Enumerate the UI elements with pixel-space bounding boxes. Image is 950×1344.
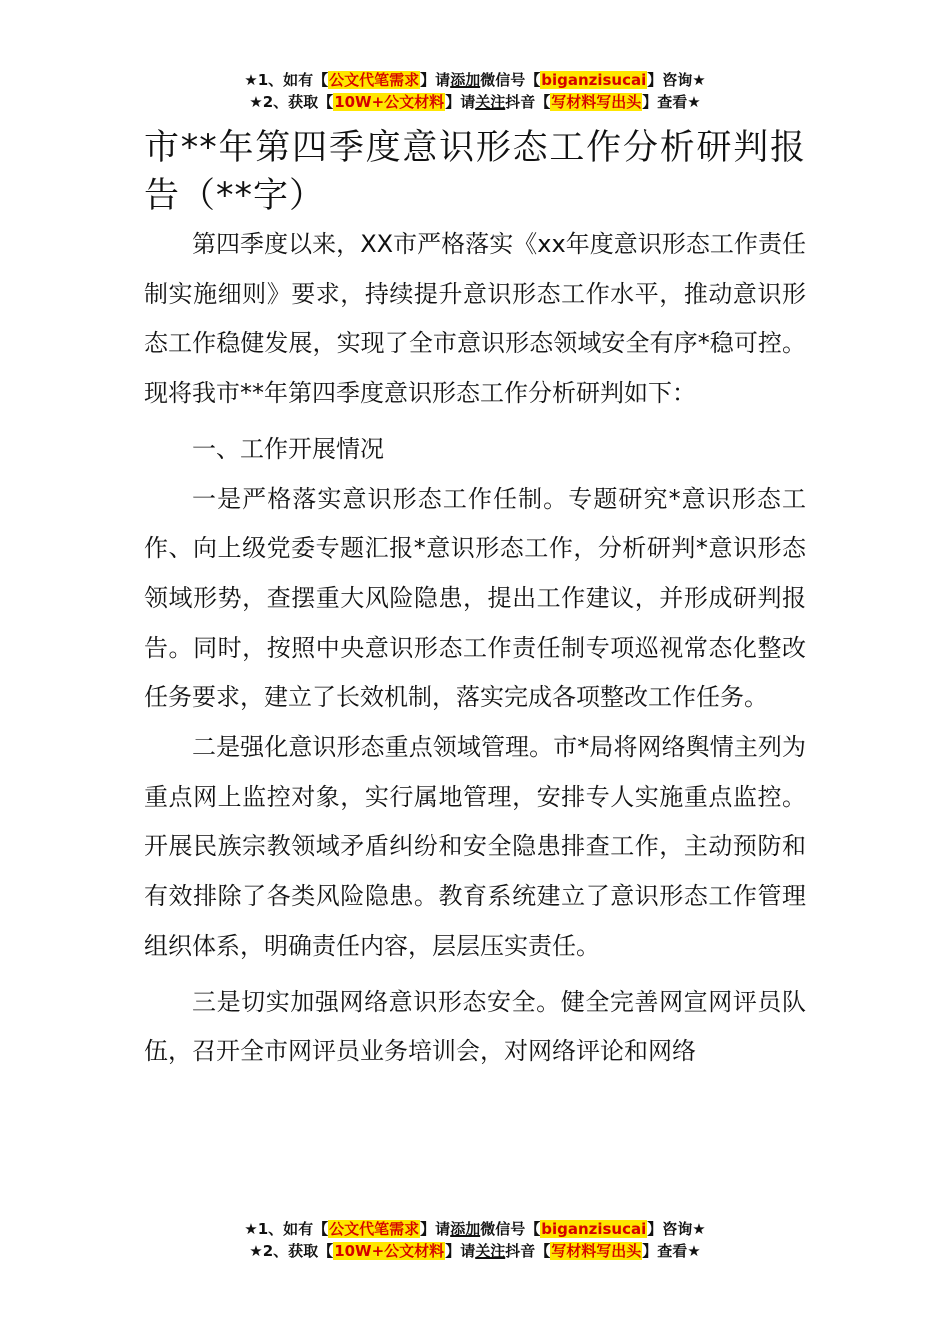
section-heading: 一、工作开展情况	[192, 434, 384, 463]
promo-text: ★2、获取【	[249, 1242, 334, 1260]
promo-text: ★1、如有【	[244, 71, 329, 89]
promo-underlined: 关注	[475, 93, 506, 111]
promo-underlined: 添加	[450, 71, 481, 89]
promo-highlight: biganzisucai	[541, 71, 647, 89]
promo-text: 】咨询★	[647, 1220, 706, 1238]
promo-line-2	[0, 91, 950, 113]
promo-line-1	[0, 1218, 950, 1240]
promo-text: 抖音【	[505, 93, 551, 111]
promo-underlined: 关注	[475, 1242, 506, 1260]
promo-line-1	[0, 69, 950, 91]
paragraph-intro: 第四季度以来，XX市严格落实《xx年度意识形态工作责任制实施细则》要求，持续提升意识形态工作水平，推动意识形态工作稳健发展，实现了全市意识形态领域安全有序*稳可控。现将我市**年第四季度意识形态工作分析研判如下：	[144, 230, 806, 408]
promo-highlight: 公文代笔需求	[329, 1220, 420, 1238]
promo-underlined: 添加	[450, 1220, 481, 1238]
promo-banner-bottom	[0, 1218, 950, 1262]
document-title: 市**年第四季度意识形态工作分析研判报告（**字）	[144, 128, 806, 216]
promo-highlight: 写材料写出头	[551, 93, 642, 111]
promo-text: 】请	[420, 1220, 451, 1238]
promo-highlight: 写材料写出头	[551, 1242, 642, 1260]
promo-text: 】查看★	[642, 93, 701, 111]
promo-text: ★2、获取【	[249, 93, 334, 111]
promo-text: 】查看★	[642, 1242, 701, 1260]
promo-text: 微信号【	[480, 1220, 541, 1238]
promo-text: 】请	[420, 71, 451, 89]
promo-highlight: 10W+公文材料	[334, 1242, 445, 1260]
paragraph-item-3: 三是切实加强网络意识形态安全。健全完善网宣网评员队伍，召开全市网评员业务培训会，对网络评论和网络	[144, 987, 806, 1066]
promo-text: 微信号【	[480, 71, 541, 89]
promo-highlight: 公文代笔需求	[329, 71, 420, 89]
paragraph-item-2: 二是强化意识形态重点领域管理。市*局将网络舆情主列为重点网上监控对象，实行属地管理，安排专人实施重点监控。开展民族宗教领域矛盾纠纷和安全隐患排查工作，主动预防和有效排除了各类风险隐患。教育系统建立了意识形态工作管理组织体系，明确责任内容，层层压实责任。	[144, 733, 806, 960]
promo-text: 】请	[445, 93, 476, 111]
promo-line-2	[0, 1240, 950, 1262]
paragraph-item-1: 一是严格落实意识形态工作任制。专题研究*意识形态工作、向上级党委专题汇报*意识形态工作，分析研判*意识形态领域形势，查摆重大风险隐患，提出工作建议，并形成研判报告。同时，按照中央意识形态工作责任制专项巡视常态化整改任务要求，建立了长效机制，落实完成各项整改工作任务。	[144, 484, 806, 712]
promo-text: 】咨询★	[647, 71, 706, 89]
document-body	[144, 220, 806, 1077]
promo-highlight: 10W+公文材料	[334, 93, 445, 111]
promo-highlight: biganzisucai	[541, 1220, 647, 1238]
promo-text: 抖音【	[505, 1242, 551, 1260]
promo-banner-top	[0, 69, 950, 113]
promo-text: ★1、如有【	[244, 1220, 329, 1238]
promo-text: 】请	[445, 1242, 476, 1260]
